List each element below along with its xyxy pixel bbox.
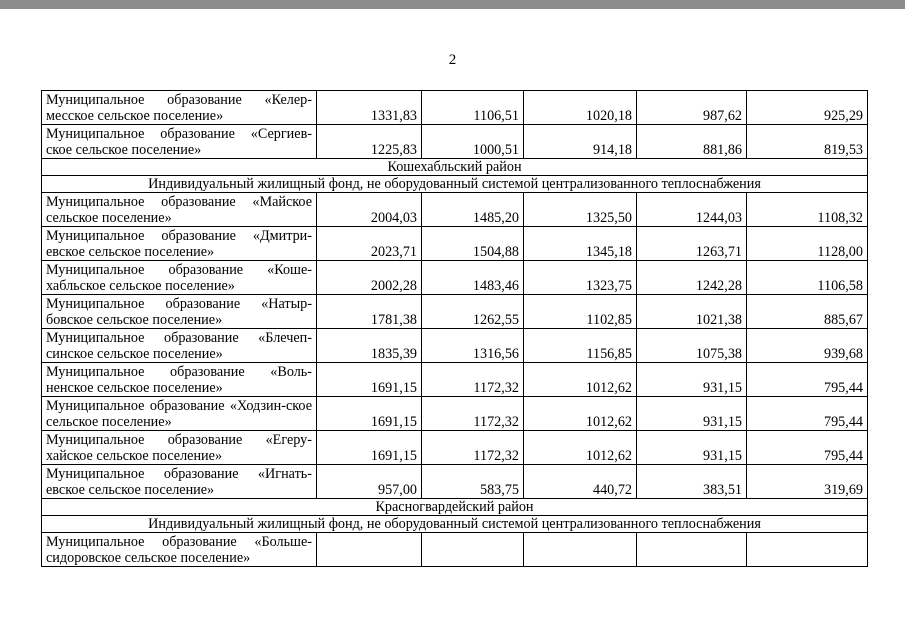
tariff-value: 1691,15 [317, 363, 422, 397]
tariff-value: 1781,38 [317, 295, 422, 329]
table-row [42, 363, 868, 397]
tariff-value: 1128,00 [747, 227, 868, 261]
tariff-value: 1172,32 [422, 397, 524, 431]
tariff-value: 1225,83 [317, 125, 422, 159]
tariff-value: 2004,03 [317, 193, 422, 227]
tariff-value: 1012,62 [524, 397, 637, 431]
tariff-value [747, 533, 868, 567]
municipality-name: Муниципальное образование «Блечеп-синское сельское поселение» [42, 329, 317, 363]
tariff-value [422, 533, 524, 567]
section-header: Кошехабльский район [42, 159, 868, 176]
tariff-value: 1331,83 [317, 91, 422, 125]
tariff-value: 1323,75 [524, 261, 637, 295]
tariff-value: 1172,32 [422, 363, 524, 397]
tariff-value: 1691,15 [317, 397, 422, 431]
municipality-name: Муниципальное образование «Натыр-бовское сельское поселение» [42, 295, 317, 329]
tariff-value: 1156,85 [524, 329, 637, 363]
tariff-value [317, 533, 422, 567]
tariff-value: 1020,18 [524, 91, 637, 125]
tariff-value: 1483,46 [422, 261, 524, 295]
tariff-value: 939,68 [747, 329, 868, 363]
tariff-value: 1485,20 [422, 193, 524, 227]
tariff-value: 1021,38 [637, 295, 747, 329]
tariff-value: 1345,18 [524, 227, 637, 261]
tariff-value: 1000,51 [422, 125, 524, 159]
section-header: Красногвардейский район [42, 499, 868, 516]
tariff-value: 1242,28 [637, 261, 747, 295]
tariff-table [41, 90, 868, 567]
tariff-value: 1075,38 [637, 329, 747, 363]
section-header: Индивидуальный жилищный фонд, не оборудованный системой централизованного теплоснабжения [42, 176, 868, 193]
table-row [42, 431, 868, 465]
municipality-name: Муниципальное образование «Воль-ненское сельское поселение» [42, 363, 317, 397]
table-row [42, 125, 868, 159]
table-row [42, 193, 868, 227]
tariff-value: 583,75 [422, 465, 524, 499]
municipality-name: Муниципальное образование «Больше-сидоровское сельское поселение» [42, 533, 317, 567]
tariff-value: 1012,62 [524, 431, 637, 465]
tariff-value: 931,15 [637, 363, 747, 397]
section-header-row [42, 159, 868, 176]
municipality-name: Муниципальное образование «Игнать-евское сельское поселение» [42, 465, 317, 499]
tariff-value: 1835,39 [317, 329, 422, 363]
tariff-value: 795,44 [747, 431, 868, 465]
municipality-name: Муниципальное образование «Сергиев-ское сельское поселение» [42, 125, 317, 159]
tariff-value: 1504,88 [422, 227, 524, 261]
document-page [0, 9, 905, 640]
tariff-value: 819,53 [747, 125, 868, 159]
municipality-name: Муниципальное образование «Майское сельское поселение» [42, 193, 317, 227]
tariff-value: 1316,56 [422, 329, 524, 363]
tariff-value: 1262,55 [422, 295, 524, 329]
table-row [42, 261, 868, 295]
municipality-name: Муниципальное образование «Дмитри-евское сельское поселение» [42, 227, 317, 261]
tariff-value: 795,44 [747, 397, 868, 431]
tariff-value: 1691,15 [317, 431, 422, 465]
tariff-value: 383,51 [637, 465, 747, 499]
section-header: Индивидуальный жилищный фонд, не оборудованный системой централизованного теплоснабжения [42, 516, 868, 533]
table-row [42, 227, 868, 261]
section-header-row [42, 176, 868, 193]
tariff-value: 319,69 [747, 465, 868, 499]
municipality-name: Муниципальное образование «Ходзин-ское сельское поселение» [42, 397, 317, 431]
tariff-value: 1106,51 [422, 91, 524, 125]
tariff-value: 931,15 [637, 397, 747, 431]
table-row [42, 295, 868, 329]
page-number: 2 [448, 52, 457, 68]
tariff-value: 881,86 [637, 125, 747, 159]
tariff-value: 2002,28 [317, 261, 422, 295]
tariff-value: 1108,32 [747, 193, 868, 227]
tariff-value: 885,67 [747, 295, 868, 329]
tariff-value: 440,72 [524, 465, 637, 499]
tariff-value: 931,15 [637, 431, 747, 465]
table-row [42, 533, 868, 567]
table-row [42, 397, 868, 431]
tariff-value: 1172,32 [422, 431, 524, 465]
table-row [42, 465, 868, 499]
municipality-name: Муниципальное образование «Коше-хабльское сельское поселение» [42, 261, 317, 295]
tariff-value: 795,44 [747, 363, 868, 397]
tariff-value: 1012,62 [524, 363, 637, 397]
tariff-value: 1106,58 [747, 261, 868, 295]
tariff-value: 957,00 [317, 465, 422, 499]
tariff-value: 1325,50 [524, 193, 637, 227]
section-header-row [42, 499, 868, 516]
municipality-name: Муниципальное образование «Келер-месское сельское поселение» [42, 91, 317, 125]
municipality-name: Муниципальное образование «Егеру-хайское сельское поселение» [42, 431, 317, 465]
tariff-value [637, 533, 747, 567]
tariff-value: 1102,85 [524, 295, 637, 329]
tariff-value: 2023,71 [317, 227, 422, 261]
tariff-value: 987,62 [637, 91, 747, 125]
tariff-value [524, 533, 637, 567]
tariff-value: 914,18 [524, 125, 637, 159]
tariff-value: 925,29 [747, 91, 868, 125]
tariff-value: 1244,03 [637, 193, 747, 227]
table-row [42, 91, 868, 125]
table-row [42, 329, 868, 363]
section-header-row [42, 516, 868, 533]
tariff-value: 1263,71 [637, 227, 747, 261]
